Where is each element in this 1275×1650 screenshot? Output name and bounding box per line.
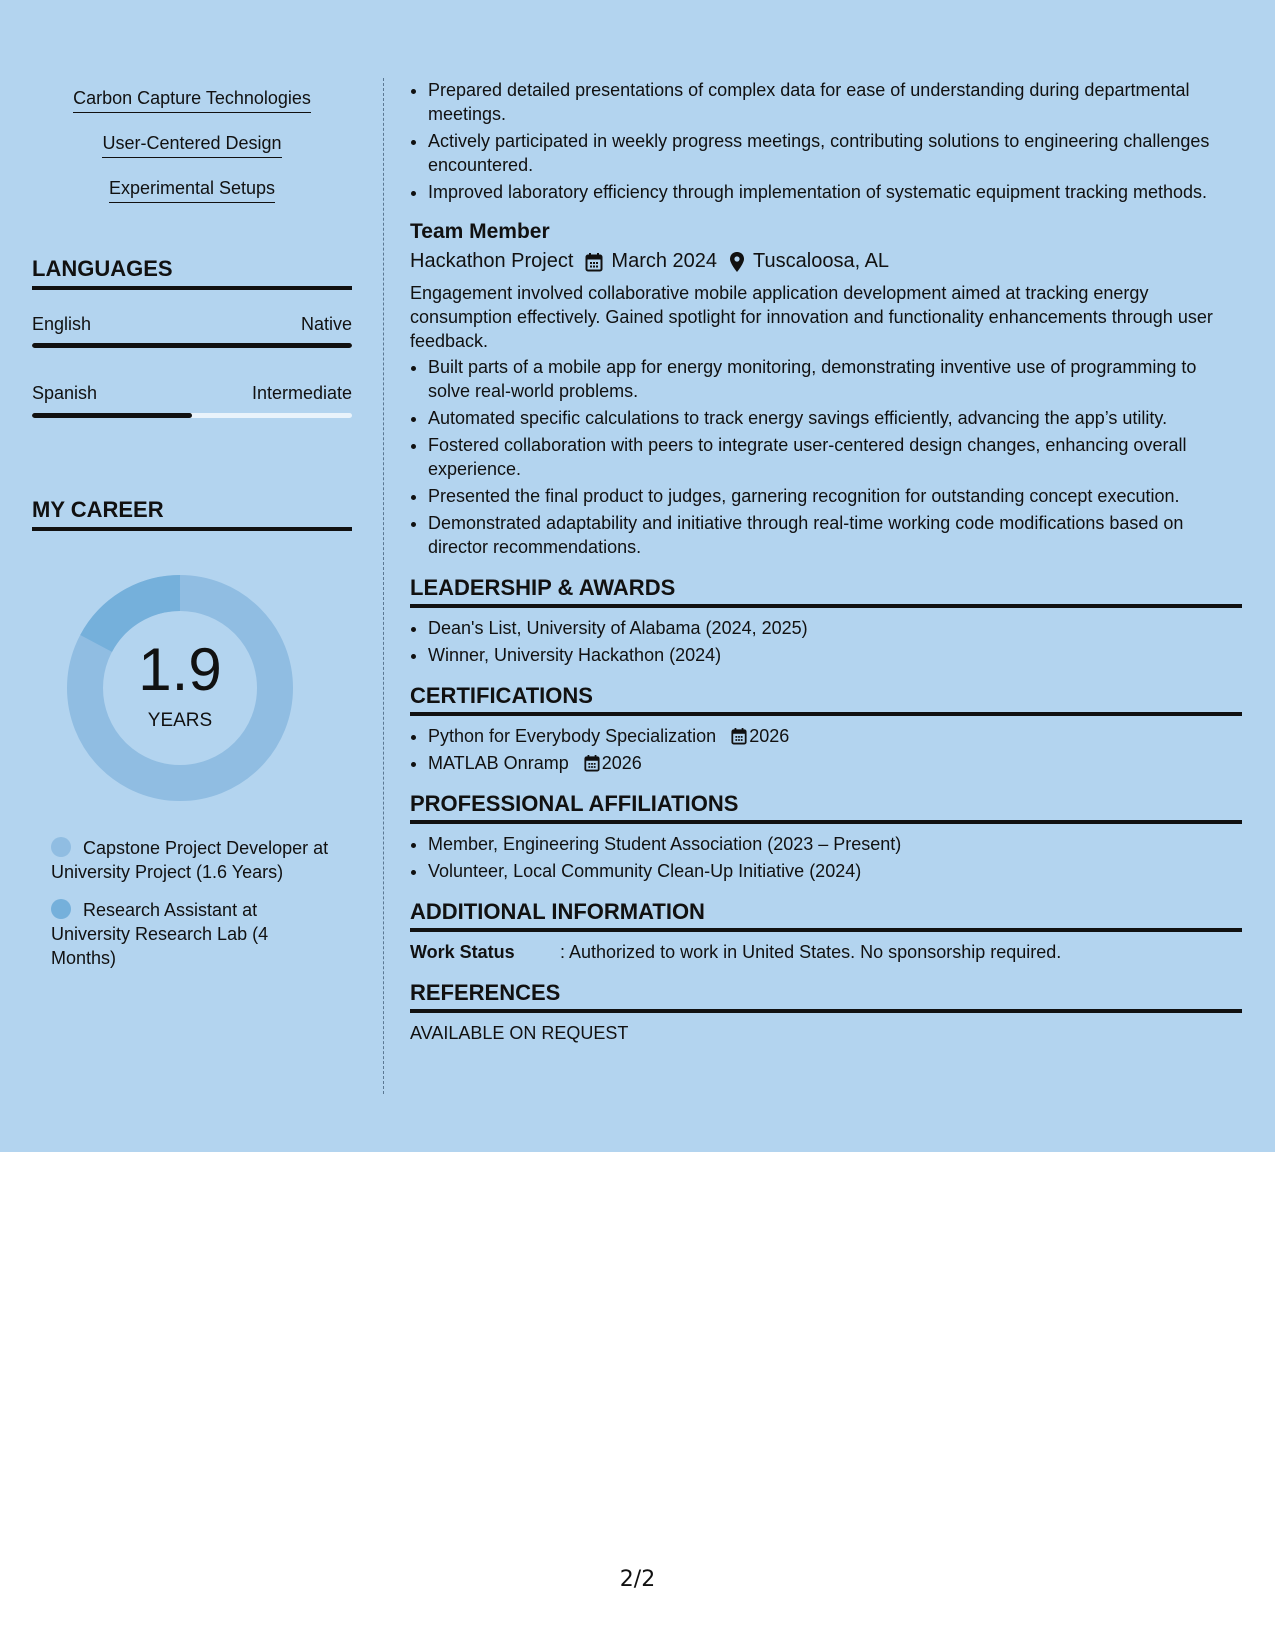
skill-label: Carbon Capture Technologies: [73, 88, 311, 113]
language-name: Spanish: [32, 383, 98, 403]
certification-year: 2026: [601, 753, 642, 773]
additional-info-heading: ADDITIONAL INFORMATION: [410, 899, 1242, 932]
career-total-years: 1.9: [138, 636, 222, 703]
calendar-icon: [731, 727, 747, 745]
skill-tag: [32, 178, 352, 203]
location-pin-icon: [729, 251, 745, 273]
column-divider: [383, 78, 384, 1094]
language-row: [32, 383, 352, 404]
calendar-icon: [585, 252, 603, 272]
skill-tag: [32, 88, 352, 113]
awards-list: [410, 616, 1242, 667]
list-item: • Demonstrated adaptability and initiative through real-time working code modifications based on director recommendations.: [428, 511, 1242, 559]
list-item: [428, 724, 1242, 748]
page-number: 2/2: [619, 1567, 656, 1592]
career-legend-item: [51, 898, 331, 970]
awards-heading: LEADERSHIP & AWARDS: [410, 575, 1242, 608]
list-item: • Prepared detailed presentations of complex data for ease of understanding during departmental meetings.: [428, 78, 1242, 126]
career-total-unit: YEARS: [147, 710, 213, 731]
list-item: [428, 751, 1242, 775]
skill-label: Experimental Setups: [109, 178, 275, 203]
job-title: Team Member: [410, 220, 550, 243]
legend-dot: [51, 837, 71, 857]
certification-name: MATLAB Onramp: [428, 753, 569, 773]
language-proficiency-fill: [32, 343, 352, 348]
job-date: March 2024: [611, 250, 718, 272]
language-proficiency-fill: [32, 413, 192, 418]
job-bullets: [410, 355, 1242, 559]
affiliations-heading: PROFESSIONAL AFFILIATIONS: [410, 791, 1242, 824]
list-item: • Member, Engineering Student Association (2023 – Present): [428, 832, 1242, 856]
job-location: Tuscaloosa, AL: [753, 250, 890, 272]
career-legend-item: [51, 836, 331, 884]
languages-heading: LANGUAGES: [32, 256, 352, 290]
career-heading: MY CAREER: [32, 497, 352, 531]
skill-label: User-Centered Design: [102, 133, 281, 158]
language-level: Intermediate: [251, 383, 352, 403]
certifications-heading: CERTIFICATIONS: [410, 683, 1242, 716]
language-proficiency-bar: [32, 413, 352, 418]
legend-dot: [51, 899, 71, 919]
work-status-label: Work Status: [410, 942, 515, 962]
affiliations-list: [410, 832, 1242, 883]
language-row: [32, 314, 352, 335]
list-item: • Automated specific calculations to track energy savings efficiently, advancing the app’s utility.: [428, 406, 1242, 430]
list-item: • Dean's List, University of Alabama (2024, 2025): [428, 616, 1242, 640]
list-item: • Built parts of a mobile app for energy monitoring, demonstrating inventive use of programming to solve real-world problems.: [428, 355, 1242, 403]
job-description: Engagement involved collaborative mobile application development aimed at tracking energy consumption effectively. Gained spotlight for innovation and functionality enhancements through user feedback.: [410, 283, 1213, 351]
skill-tag: [32, 133, 352, 158]
language-level: Native: [300, 314, 352, 334]
list-item: • Fostered collaboration with peers to integrate user-centered design changes, enhancing overall experience.: [428, 433, 1242, 481]
previous-job-bullets: [410, 78, 1242, 204]
list-item: • Actively participated in weekly progress meetings, contributing solutions to engineering challenges encountered.: [428, 129, 1242, 177]
list-item: • Winner, University Hackathon (2024): [428, 643, 1242, 667]
legend-label: Capstone Project Developer at University Project (1.6 Years): [51, 838, 329, 882]
language-proficiency-bar: [32, 343, 352, 348]
references-text: AVAILABLE ON REQUEST: [410, 1023, 629, 1043]
references-heading: REFERENCES: [410, 980, 1242, 1013]
certification-name: Python for Everybody Specialization: [428, 726, 717, 746]
job-meta: [410, 250, 1242, 273]
certifications-list: [410, 724, 1242, 775]
calendar-icon: [584, 754, 600, 772]
certification-year: 2026: [749, 726, 790, 746]
list-item: • Presented the final product to judges, garnering recognition for outstanding concept execution.: [428, 484, 1242, 508]
work-status-value: : Authorized to work in United States. No sponsorship required.: [560, 942, 1062, 962]
list-item: • Volunteer, Local Community Clean-Up Initiative (2024): [428, 859, 1242, 883]
job-organization: Hackathon Project: [410, 250, 574, 272]
language-name: English: [32, 314, 92, 334]
right-column: [410, 78, 1242, 1045]
list-item: • Improved laboratory efficiency through implementation of systematic equipment tracking methods.: [428, 180, 1242, 204]
legend-label: Research Assistant at University Research Lab (4 Months): [51, 900, 269, 968]
work-status-row: [410, 940, 1242, 964]
